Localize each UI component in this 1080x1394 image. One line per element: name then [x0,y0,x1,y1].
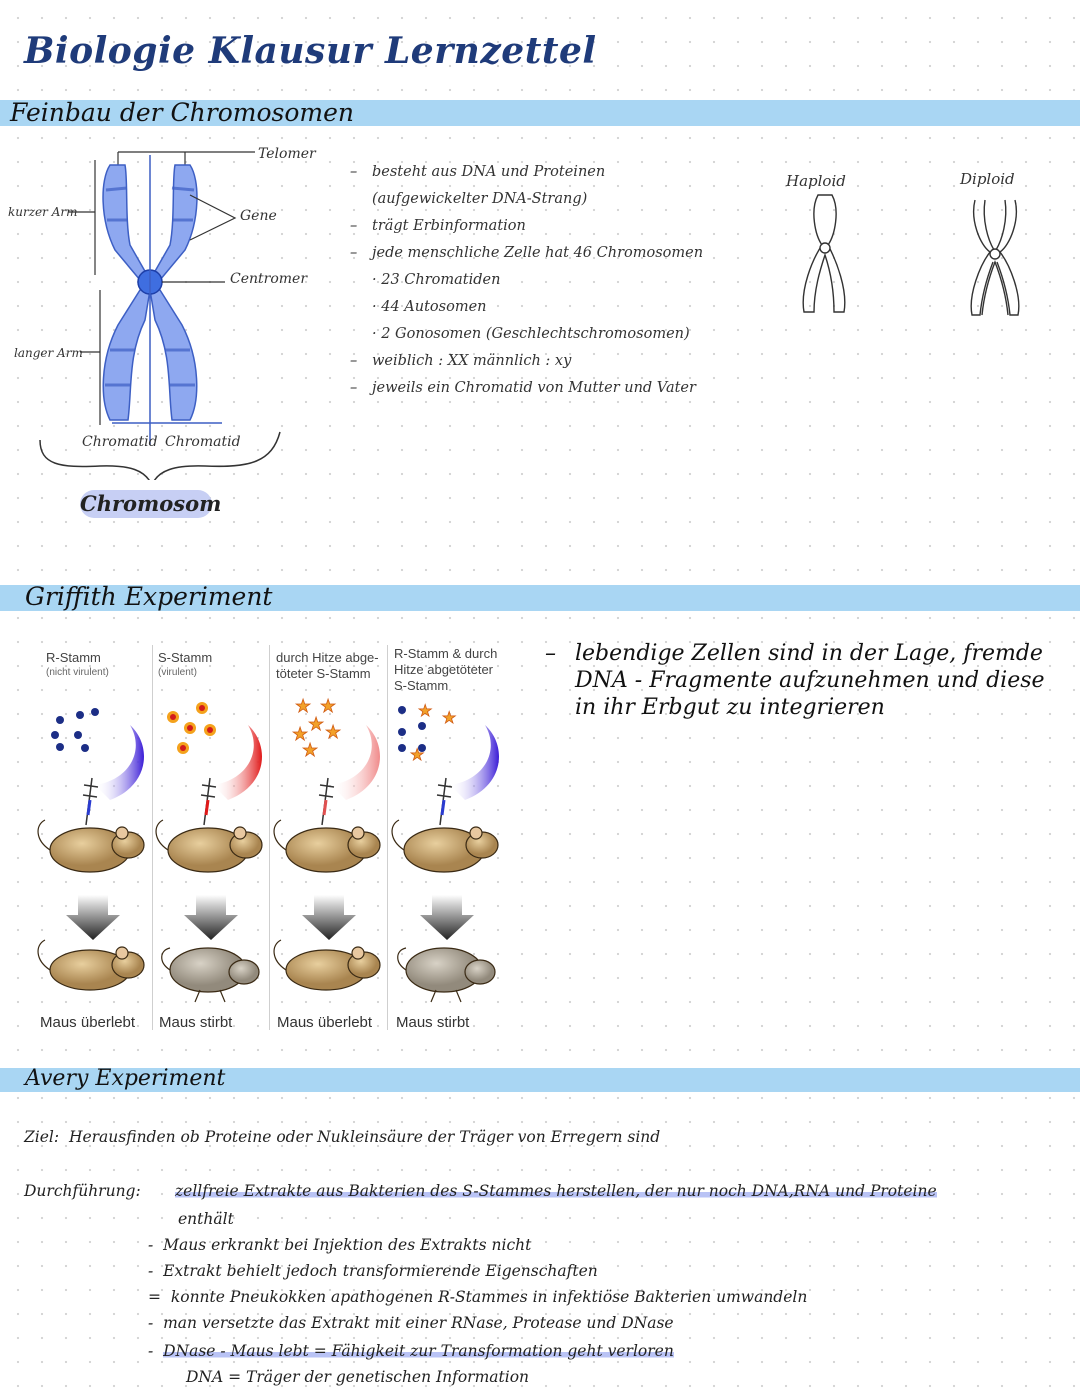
label-langer-arm: langer Arm [14,346,83,360]
svg-text:★: ★ [442,708,457,727]
svg-text:★: ★ [410,745,425,764]
label-chromatid-left: Chromatid [82,434,158,450]
avery-bullets [148,1236,807,1394]
haploid-chromosome-icon [790,190,860,320]
label-centromer: Centromer [230,271,308,287]
avery-bullet: DNA = Träger der genetischen Information [186,1368,530,1386]
label-haploid: Haploid [786,172,846,190]
avery-bullet: = konnte Pneukokken apathogenen R-Stammes in infektiöse Bakterien umwandeln [148,1288,808,1306]
panel-1-result: Maus überlebt [40,1014,136,1031]
avery-bullet: - DNase - Maus lebt = Fähigkeit zur Transformation geht verloren [148,1342,674,1360]
label-chromatid-right: Chromatid [165,434,241,450]
griffith-illustration [30,690,510,1020]
panel-1-heading: R-Stamm (nicht virulent) [46,650,109,678]
panel-3-result: Maus überlebt [277,1014,373,1031]
note-line: – jede menschliche Zelle hat 46 Chromosomen [350,245,704,261]
avery-bullet: - Extrakt behielt jedoch transformierende Eigenschaften [148,1262,598,1280]
panel-4-heading: R-Stamm & durch Hitze abgetöteter S-Stamm [394,646,498,693]
panel-2-heading: S-Stamm (virulent) [158,650,213,678]
section-heading-griffith: Griffith Experiment [25,582,273,611]
svg-text:★: ★ [308,714,325,735]
panel-2-result: Maus stirbt [159,1014,233,1031]
note-line: – trägt Erbinformation [350,218,526,234]
svg-text:★: ★ [325,722,342,743]
svg-text:★: ★ [292,724,309,745]
chromosome-notes [350,160,710,403]
svg-text:★: ★ [418,701,433,720]
label-telomer: Telomer [258,146,316,162]
diploid-chromosome-icon [960,190,1030,320]
svg-text:★: ★ [302,740,319,761]
note-line: · 44 Autosomen [372,299,487,315]
note-line: (aufgewickelter DNA-Strang) [372,191,588,207]
avery-ziel: Ziel: Herausfinden ob Proteine oder Nukleinsäure der Träger von Erregern sind [24,1128,661,1146]
avery-bullet: - man versetzte das Extrakt mit einer RNase, Protease und DNase [148,1314,674,1332]
label-diploid: Diploid [960,170,1015,188]
avery-bullet: - Maus erkrankt bei Injektion des Extrakts nicht [148,1236,532,1254]
panel-4-result: Maus stirbt [396,1014,470,1031]
note-line: – jeweils ein Chromatid von Mutter und Vater [350,380,696,396]
avery-durchfuehrung-label: Durchführung: [24,1182,141,1200]
avery-durchfuehrung-text: zellfreie Extrakte aus Bakterien des S-Stammes herstellen, der nur noch DNA,RNA und Proteine [175,1182,937,1200]
chromosom-badge: Chromosom [80,491,222,516]
svg-text:★: ★ [295,696,312,717]
svg-text:★: ★ [320,696,337,717]
note-line: · 23 Chromatiden [372,272,501,288]
label-kurzer-arm: kurzer Arm [8,205,78,219]
mouse [38,820,498,872]
griffith-note: – lebendige Zellen sind in der Lage, fremde DNA - Fragmente aufzunehmen und diese in ihr Erbgut zu integrieren [545,641,1045,720]
label-gene: Gene [240,208,277,224]
page-title: Biologie Klausur Lernzettel [24,30,597,72]
section-heading-avery: Avery Experiment [25,1066,226,1091]
panel-3-heading: durch Hitze abge- töteter S-Stamm [276,650,379,681]
note-line: – besteht aus DNA und Proteinen [350,164,606,180]
section-heading-chromosomen: Feinbau der Chromosomen [10,98,354,127]
avery-durchfuehrung-text-2: enthält [178,1210,234,1228]
chromosome-diagram [0,140,320,480]
note-line: – weiblich : XX männlich : xy [350,353,572,369]
note-line: · 2 Gonosomen (Geschlechtschromosomen) [372,326,690,342]
